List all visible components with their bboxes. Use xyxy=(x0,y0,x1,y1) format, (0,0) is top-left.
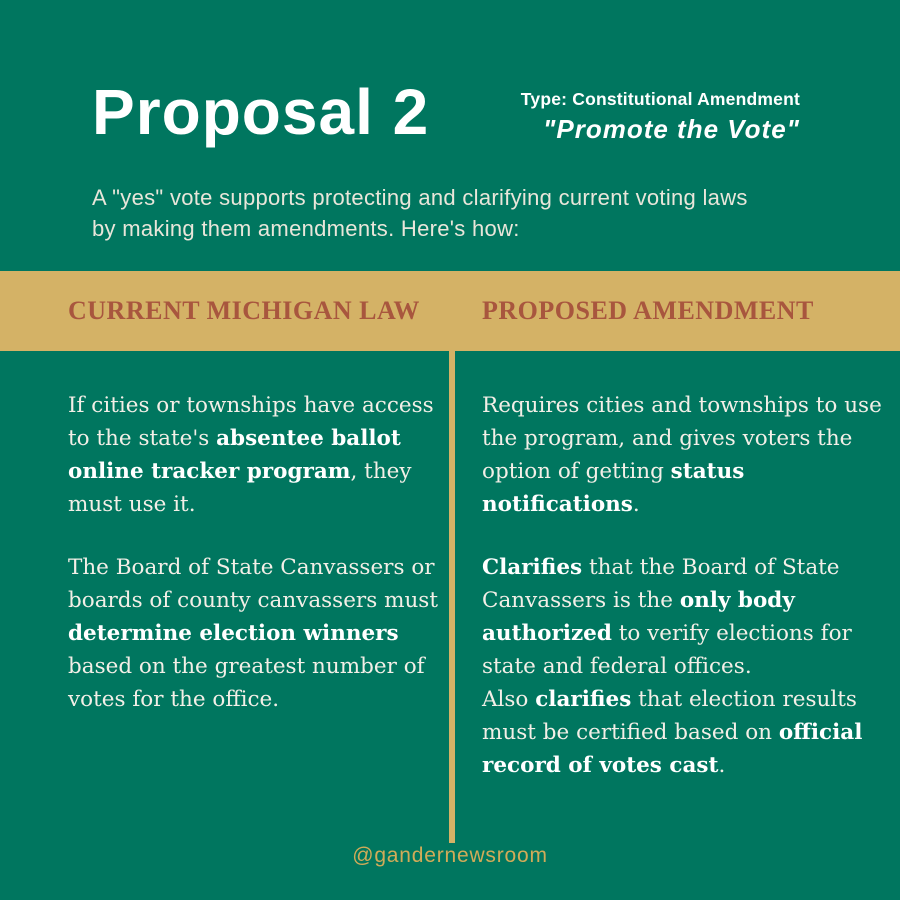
column-header-current-michigan-law: CURRENT MICHIGAN LAW xyxy=(68,296,420,325)
page-title: Proposal 2 xyxy=(92,76,430,148)
comparison-header-banner xyxy=(0,271,900,351)
current-law-paragraph-1: If cities or townships have access to the state's absentee ballot online tracker program, they must use it. xyxy=(68,393,434,517)
proposed-amendment-paragraph-2: Clarifies that the Board of State Canvassers is the only body authorized to verify elections for state and federal offices. Also clarifies that election results must be certified based on official record of votes cast. xyxy=(482,555,863,778)
intro-text: A "yes" vote supports protecting and clarifying current voting laws by making them amendments. Here's how: xyxy=(92,185,748,241)
amendment-nickname: "Promote the Vote" xyxy=(543,114,800,144)
column-divider-line xyxy=(449,351,455,843)
header-meta xyxy=(521,89,800,145)
column-header-proposed-amendment: PROPOSED AMENDMENT xyxy=(482,296,814,325)
current-law-paragraph-2: The Board of State Canvassers or boards of county canvassers must determine election winners based on the greatest number of votes for the office. xyxy=(68,555,438,712)
social-handle: @gandernewsroom xyxy=(352,844,548,867)
amendment-type-label: Type: Constitutional Amendment xyxy=(520,89,800,109)
proposed-amendment-paragraph-1: Requires cities and townships to use the program, and gives voters the option of getting status notifications. xyxy=(482,393,882,517)
